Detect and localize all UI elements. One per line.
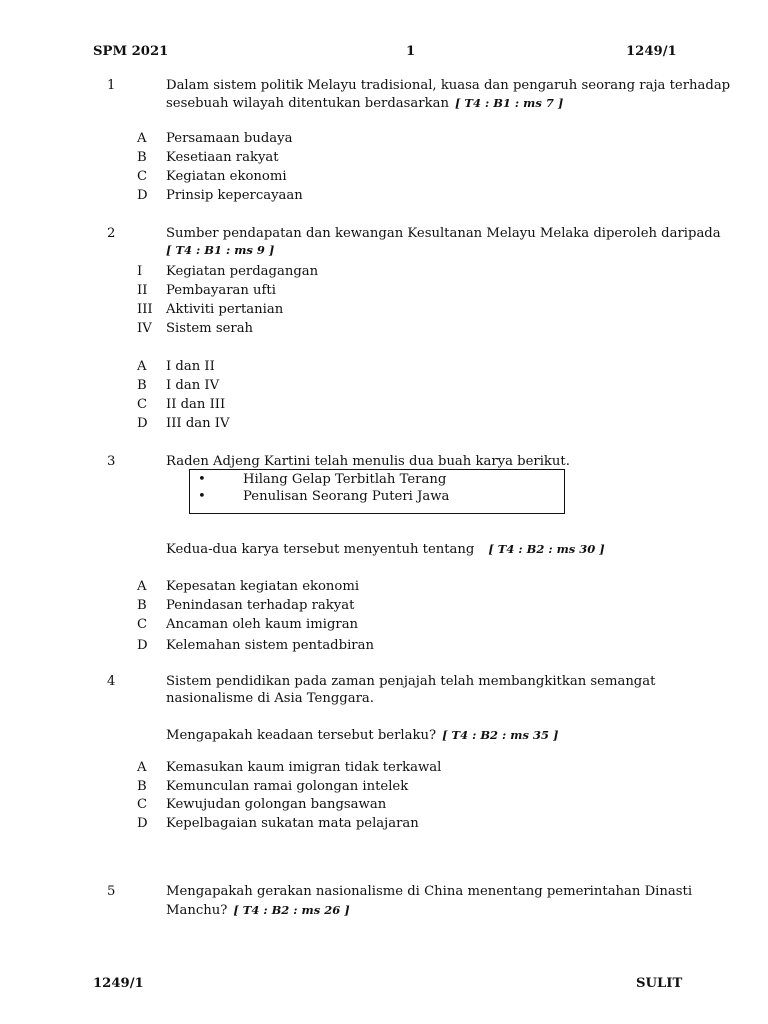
statement-text: Kegiatan perdagangan xyxy=(166,264,319,279)
question-number: 4 xyxy=(107,674,116,689)
statement-text: Aktiviti pertanian xyxy=(166,302,284,317)
option-letter: C xyxy=(137,617,148,632)
question-stem-text: Kedua-dua karya tersebut menyentuh tentang xyxy=(166,542,475,557)
header-page-number: 1 xyxy=(406,44,416,59)
option-text: III dan IV xyxy=(166,416,230,431)
question-number: 1 xyxy=(107,78,116,93)
option-text: Ancaman oleh kaum imigran xyxy=(166,617,359,632)
question-number: 3 xyxy=(107,454,116,469)
bullet: • xyxy=(198,489,206,504)
option-letter: A xyxy=(137,131,147,146)
question-stem-line-2 xyxy=(166,95,563,112)
textbook-reference: [ T4 : B2 : ms 30 ] xyxy=(488,542,605,556)
option-letter: D xyxy=(137,188,148,203)
textbook-reference-line xyxy=(160,242,274,259)
bullet: • xyxy=(198,472,206,487)
question-stem-line-3 xyxy=(166,727,558,744)
option-text: Persamaan budaya xyxy=(166,131,293,146)
textbook-reference: [ T4 : B1 : ms 9 ] xyxy=(166,243,275,257)
textbook-reference: [ T4 : B2 : ms 35 ] xyxy=(442,728,559,742)
option-letter: D xyxy=(137,638,148,653)
statement-numeral: IV xyxy=(137,321,152,336)
option-text: Kepesatan kegiatan ekonomi xyxy=(166,579,360,594)
work-title: Hilang Gelap Terbitlah Terang xyxy=(243,472,447,487)
option-text: Kemasukan kaum imigran tidak terkawal xyxy=(166,760,442,775)
question-number: 5 xyxy=(107,884,116,899)
header-paper-code: 1249/1 xyxy=(626,44,677,59)
work-title: Penulisan Seorang Puteri Jawa xyxy=(243,489,450,504)
question-stem-line-1: Sistem pendidikan pada zaman penjajah telah membangkitkan semangat xyxy=(166,674,656,689)
option-text: Kegiatan ekonomi xyxy=(166,169,287,184)
textbook-reference: [ T4 : B1 : ms 7 ] xyxy=(454,96,564,110)
option-letter: A xyxy=(137,760,147,775)
statement-numeral: III xyxy=(137,302,153,317)
option-letter: B xyxy=(137,150,147,165)
option-letter: C xyxy=(137,397,148,412)
option-text: Kewujudan golongan bangsawan xyxy=(166,797,387,812)
footer-classification: SULIT xyxy=(636,976,683,991)
footer-paper-code: 1249/1 xyxy=(93,976,144,991)
question-stem-text: sesebuah wilayah ditentukan berdasarkan xyxy=(166,96,449,111)
option-letter: B xyxy=(137,598,147,613)
option-letter: C xyxy=(137,169,148,184)
option-text: Penindasan terhadap rakyat xyxy=(166,598,355,613)
question-stem-line-2 xyxy=(166,902,350,919)
option-text: Kelemahan sistem pentadbiran xyxy=(166,638,374,653)
option-text: Kepelbagaian sukatan mata pelajaran xyxy=(166,816,419,831)
question-stem-line-2: nasionalisme di Asia Tenggara. xyxy=(166,691,374,706)
textbook-reference: [ T4 : B2 : ms 26 ] xyxy=(233,903,350,917)
statement-numeral: I xyxy=(137,264,143,279)
option-letter: B xyxy=(137,779,147,794)
statement-numeral: II xyxy=(137,283,148,298)
question-stem-line-1: Sumber pendapatan dan kewangan Kesultanan Melayu Melaka diperoleh daripada xyxy=(166,226,721,241)
option-text: Kesetiaan rakyat xyxy=(166,150,279,165)
statement-text: Sistem serah xyxy=(166,321,254,336)
option-text: II dan III xyxy=(166,397,226,412)
option-letter: A xyxy=(137,359,147,374)
option-text: I dan IV xyxy=(166,378,220,393)
question-stem-line-2 xyxy=(166,541,605,558)
question-stem-text: Manchu? xyxy=(166,903,228,918)
option-text: Kemunculan ramai golongan intelek xyxy=(166,779,409,794)
option-text: Prinsip kepercayaan xyxy=(166,188,303,203)
question-stem-text: Mengapakah keadaan tersebut berlaku? xyxy=(166,728,437,743)
option-text: I dan II xyxy=(166,359,215,374)
option-letter: D xyxy=(137,416,148,431)
option-letter: B xyxy=(137,378,147,393)
option-letter: A xyxy=(137,579,147,594)
option-letter: C xyxy=(137,797,148,812)
statement-text: Pembayaran ufti xyxy=(166,283,276,298)
question-stem-line-1: Raden Adjeng Kartini telah menulis dua buah karya berikut. xyxy=(166,454,570,469)
question-number: 2 xyxy=(107,226,116,241)
header-exam-title: SPM 2021 xyxy=(93,44,169,59)
works-box xyxy=(189,469,565,514)
option-letter: D xyxy=(137,816,148,831)
question-stem-line-1: Dalam sistem politik Melayu tradisional, kuasa dan pengaruh seorang raja terhadap xyxy=(166,78,731,93)
question-stem-line-1: Mengapakah gerakan nasionalisme di China menentang pemerintahan Dinasti xyxy=(166,884,693,899)
